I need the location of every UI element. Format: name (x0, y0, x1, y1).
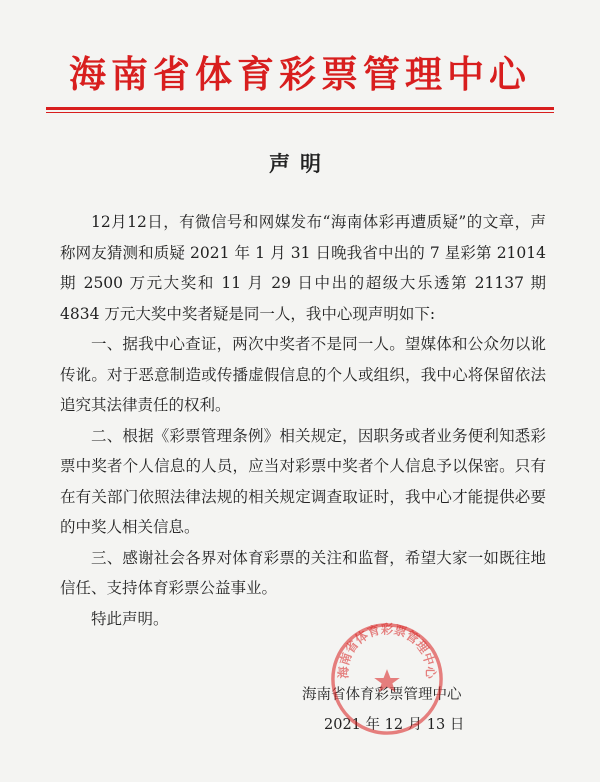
paragraph-closing: 特此声明。 (91, 609, 169, 628)
signature-organization: 海南省体育彩票管理中心 (302, 687, 462, 703)
document-body (60, 207, 546, 634)
paragraph-point-1: 一、据我中心查证，两次中奖者不是同一人。望媒体和公众勿以讹传讹。对于恶意制造或传播虚假信息的个人或组织，我中心将保留依法追究其法律责任的权利。 (60, 335, 546, 414)
signature-date: 2021 年 12 月 13 日 (324, 717, 465, 733)
official-seal-icon (328, 620, 446, 738)
organization-title: 海南省体育彩票管理中心 (69, 52, 531, 96)
header-divider-thin (46, 112, 554, 113)
paragraph-intro: 12月12日，有微信号和网媒发布“海南体彩再遭质疑”的文章，声称网友猜测和质疑 2021 年 1 月 31 日晚我省中出的 7 星彩第 21014 期 2500 万元大奖和 11 月 29 日中出的超级大乐透第 21137 期 4834 万元大奖中奖者疑是同一人，我中心现声明如下: (60, 213, 546, 323)
header-divider-thick (46, 107, 554, 110)
paragraph-point-3: 三、感谢社会各界对体育彩票的关注和监督，希望大家一如既往地信任、支持体育彩票公益事业。 (60, 548, 546, 597)
paragraph-point-2: 二、根据《彩票管理条例》相关规定，因职务或者业务便利知悉彩票中奖者个人信息的人员，应当对彩票中奖者个人信息予以保密。只有在有关部门依照法律法规的相关规定调查取证时，我中心才能提供必要的中奖人相关信息。 (60, 426, 546, 536)
document-heading: 声明 (269, 151, 331, 176)
seal-text: 海南省体育彩票管理中心 (335, 621, 439, 679)
